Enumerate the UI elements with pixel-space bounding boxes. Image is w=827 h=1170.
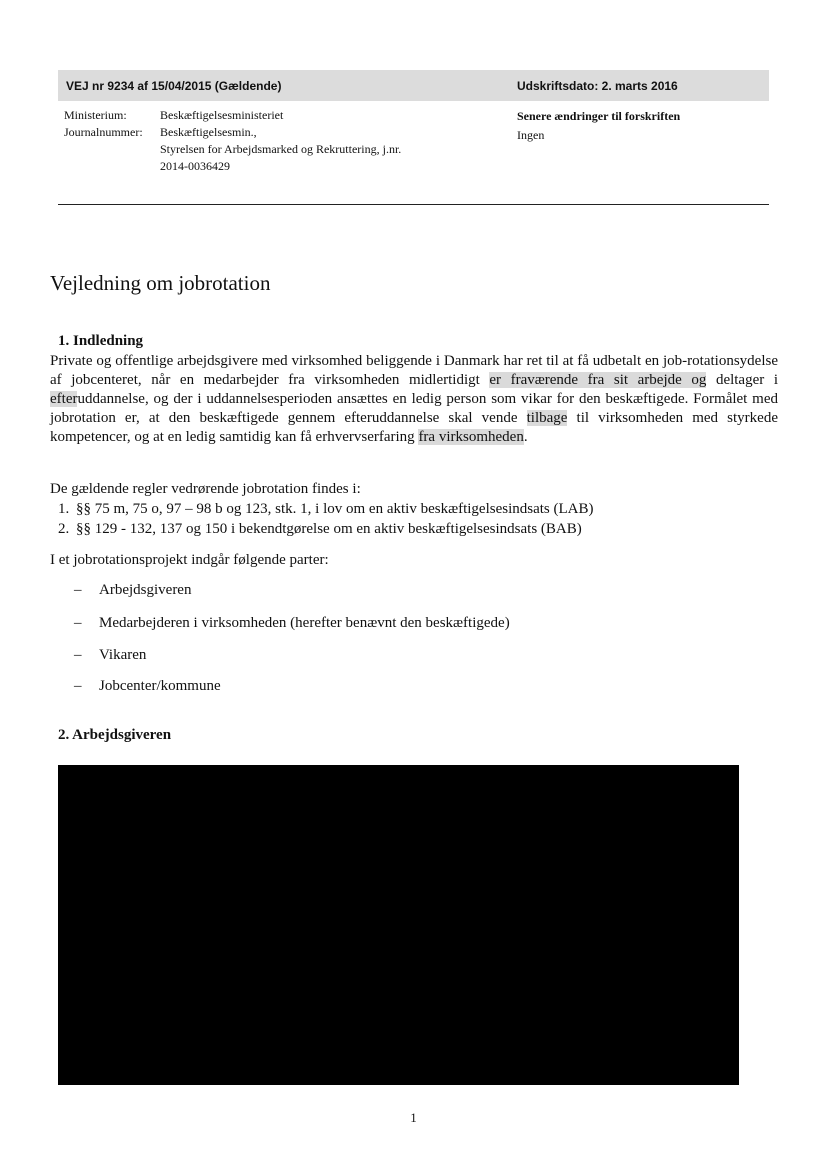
section-heading-2: 2. Arbejdsgiveren — [58, 727, 172, 743]
later-changes — [517, 107, 680, 145]
intro-text-5: . — [523, 429, 528, 445]
header-band — [58, 70, 769, 101]
ministry-label: Ministerium: — [64, 108, 127, 122]
parties-intro: I et jobrotationsprojekt indgår følgende parter: — [50, 552, 329, 568]
header-divider — [58, 204, 769, 205]
rules-intro: De gældende regler vedrørende jobrotation findes i: — [50, 481, 361, 497]
intro-paragraph — [50, 352, 778, 447]
list-item: 2. §§ 129 - 132, 137 og 150 i bekendtgørelse om en aktiv beskæftigelsesindsats (BAB) — [58, 521, 582, 537]
journal-line-3: 2014-0036429 — [160, 159, 230, 173]
intro-text-2: deltager i — [706, 372, 778, 388]
highlighted-text-2: efter — [50, 391, 78, 407]
intro-text-1: Private og offentlige arbejdsgivere med virksomhed beliggende i Danmark har ret til at få udbetalt en job-rotationsydelse af jobcenteret, når en medarbejder fra virksomheden midlertidigt — [50, 353, 778, 388]
rules-list — [58, 499, 593, 539]
journal-line-2: Styrelsen for Arbejdsmarked og Rekruttering, j.nr. — [160, 142, 402, 156]
ministry-value: Beskæftigelsesministeriet — [160, 108, 284, 122]
list-item: 1. §§ 75 m, 75 o, 97 – 98 b og 123, stk. 1, i lov om en aktiv beskæftigelsesindsats (LAB) — [58, 501, 594, 517]
document-reference: VEJ nr 9234 af 15/04/2015 (Gældende) — [66, 79, 282, 93]
highlighted-text-3: tilbage — [526, 410, 568, 426]
journal-line-1: Beskæftigelsesmin., — [160, 125, 257, 139]
intro-text-3: uddannelse, og der i uddannelsesperioden ansættes en ledig person som vikar for den beskæftigede. Formålet med jobrotation er, at den beskæftigede gennem efteruddannelse skal vende — [50, 391, 778, 426]
later-changes-value: Ingen — [517, 128, 545, 142]
redacted-block — [58, 765, 739, 1085]
document-title: Vejledning om jobrotation — [50, 271, 271, 295]
document-page: VEJ nr 9234 af 15/04/2015 (Gældende) Udskriftsdato: 2. marts 2016 Ministerium: Beskæftigelsesministeriet Journalnummer: Beskæftigelsesmin., Styrelsen for Arbejdsmarked og Rekruttering, j.nr. 2014-0036429 Senere ændringer til forskriften Ingen Vejledning om jobrotation 1. Indledning Private og offentlige arbejdsgivere med virksomhed beliggende i Danmark har ret til at få udbetalt en job-rotationsydelse af jobcenteret, når en medarbejder fra virksomheden midlertidigt er fraværende fra sit arbejde og deltager i efteruddannelse, og der i uddannelsesperioden ansættes en ledig person som vikar for den beskæftigede. Formålet med jobrotation er, at den beskæftigede gennem efteruddannelse skal vende tilbage til virksomheden med styrkede kompetencer, og at en ledig samtidig kan få erhvervserfaring fra virksomheden. De gældende regler vedrørende jobrotation findes i: 1. §§ 75 m, 75 o, 97 – 98 b og 123, stk. 1, i lov om en aktiv beskæftigelsesindsats (LAB) 2. §§ 129 - 132, 137 og 150 i bekendtgørelse om en aktiv beskæftigelsesindsats (BAB) I et jobrotationsprojekt indgår følgende parter: – Arbejdsgiveren – Medarbejderen i virksomheden (herefter benævnt den beskæftigede) – Vikaren – Jobcenter/kommune 2. Arbejdsgiveren 1 — [0, 0, 827, 1170]
journal-label: Journalnummer: — [64, 125, 143, 139]
later-changes-title: Senere ændringer til forskriften — [517, 109, 681, 123]
section-heading-1: 1. Indledning — [58, 333, 144, 349]
highlighted-text-1: er fraværende fra sit arbejde og — [489, 372, 707, 388]
print-date: Udskriftsdato: 2. marts 2016 — [517, 79, 678, 93]
highlighted-text-4: fra virksomheden — [418, 429, 524, 445]
intro-text-4: til virksomheden med styrkede kompetencer, og at en ledig samtidig kan få erhvervserfaring — [50, 410, 778, 445]
page-number: 1 — [410, 1110, 417, 1125]
